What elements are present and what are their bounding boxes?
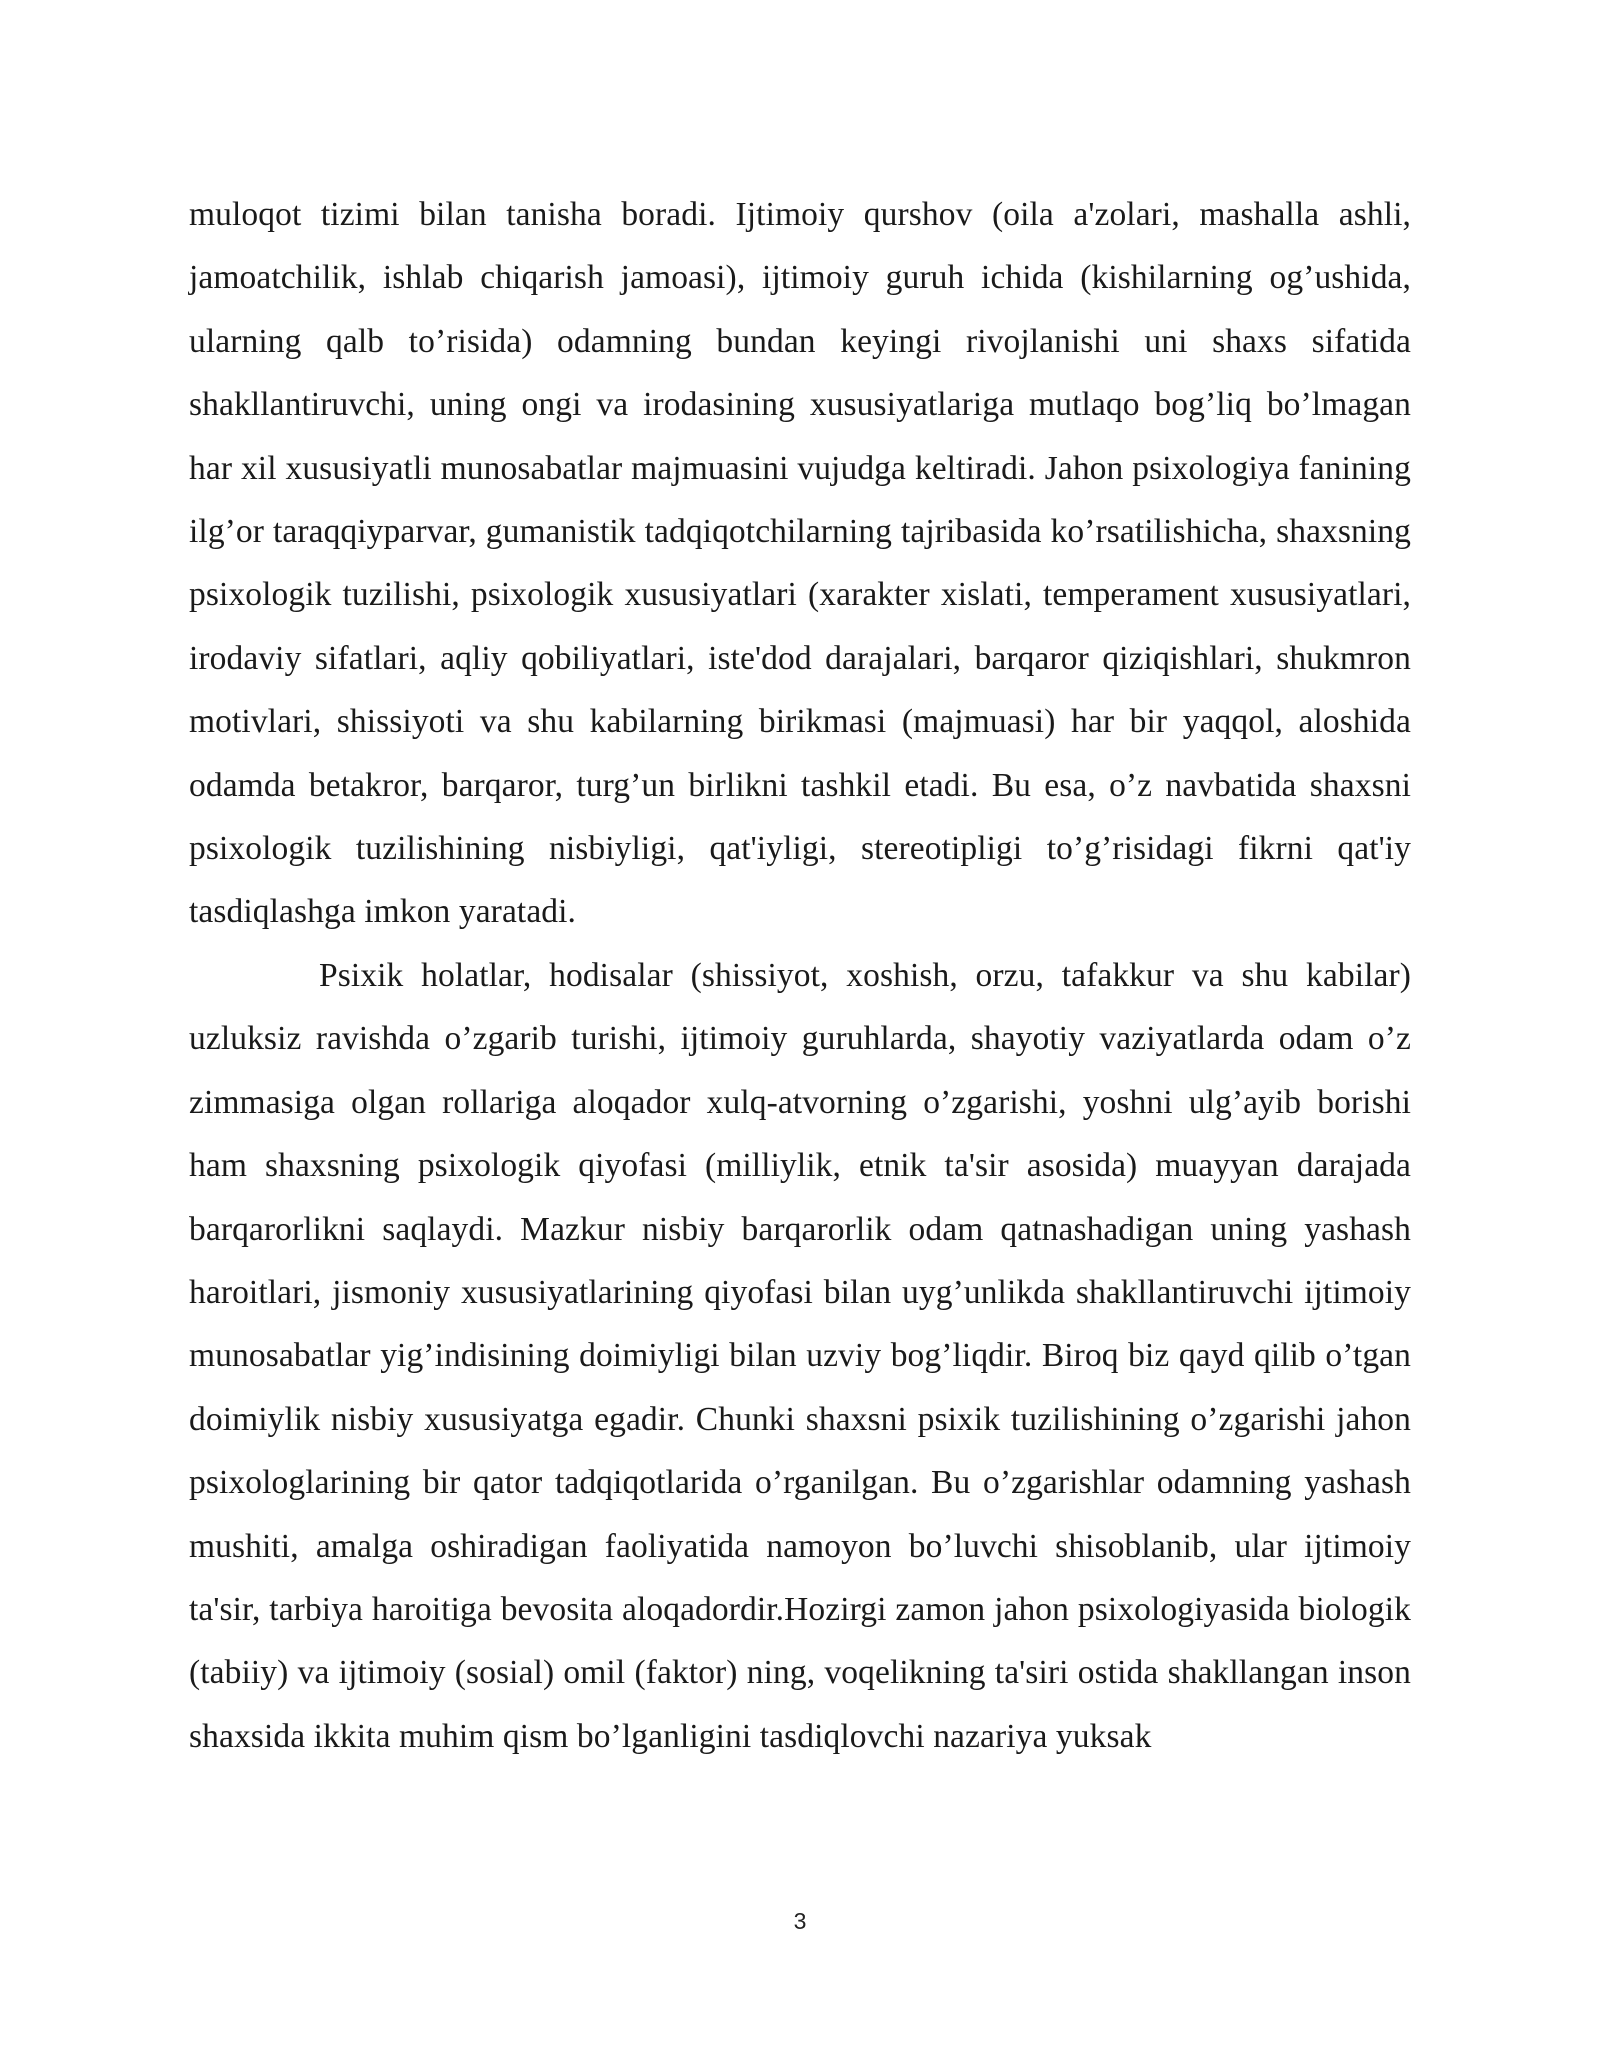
paragraph-psixik-holatlar: Psixik holatlar, hodisalar (shissiyot, xoshish, orzu, tafakkur va shu kabilar) uzluksiz ravishda o’zgarib turishi, ijtimoiy guruhlarda, shayotiy vaziyatlarda odam o’z zimmasiga olgan rollariga aloqador xulq-atvorning o’zgarishi, yoshni ulg’ayib borishi ham shaxsning psixologik qiyofasi (milliylik, etnik ta'sir asosida) muayyan darajada barqarorlikni saqlaydi. Mazkur nisbiy barqarorlik odam qatnashadigan uning yashash haroitlari, jismoniy xususiyatlarining qiyofasi bilan uyg’unlikda shakllantiruvchi ijtimoiy munosabatlar yig’indisining doimiyligi bilan uzviy bog’liqdir. Biroq biz qayd qilib o’tgan doimiylik nisbiy xususiyatga egadir. Chunki shaxsni psixik tuzilishining o’zgarishi jahon psixologlarining bir qator tadqiqotlarida o’rganilgan. Bu o’zgarishlar odamning yashash mushiti, amalga oshiradigan faoliyatida namoyon bo’luvchi shisoblanib, ular ijtimoiy ta'sir, tarbiya haroitiga bevosita aloqadordir.Hozirgi zamon jahon psixologiyasida biologik (tabiiy) va ijtimoiy (sosial) omil (faktor) ning, voqelikning ta'siri ostida shakllangan inson shaxsida ikkita muhim qism bo’lganligini tasdiqlovchi nazariya yuksak (189, 956, 1411, 1755)
paragraph-continuation: muloqot tizimi bilan tanisha boradi. Ijtimoiy qurshov (oila a'zolari, mashalla ashli, jamoatchilik, ishlab chiqarish jamoasi), ijtimoiy guruh ichida (kishilarning og’ushida, ularning qalb to’risida) odamning bundan keyingi rivojlanishi uni shaxs sifatida shakllantiruvchi, uning ongi va irodasining xususiyatlariga mutlaqo bog’liq bo’lmagan har xil xususiyatli munosabatlar majmuasini vujudga keltiradi. Jahon psixologiya fanining ilg’or taraqqiyparvar, gumanistik tadqiqotchilarning tajribasida ko’rsatilishicha, shaxsning psixologik tuzilishi, psixologik xususiyatlari (xarakter xislati, temperament xususiyatlari, irodaviy sifatlari, aqliy qobiliyatlari, iste'dod darajalari, barqaror qiziqishlari, shukmron motivlari, shissiyoti va shu kabilarning birikmasi (majmuasi) har bir yaqqol, aloshida odamda betakror, barqaror, turg’un birlikni tashkil etadi. Bu esa, o’z navbatida shaxsni psixologik tuzilishining nisbiyligi, qat'iyligi, stereotipligi to’g’risidagi fikrni qat'iy tasdiqlashga imkon yaratadi. (189, 196, 1411, 931)
body-text (189, 183, 1411, 1768)
page-number: 3 (793, 1908, 807, 1934)
